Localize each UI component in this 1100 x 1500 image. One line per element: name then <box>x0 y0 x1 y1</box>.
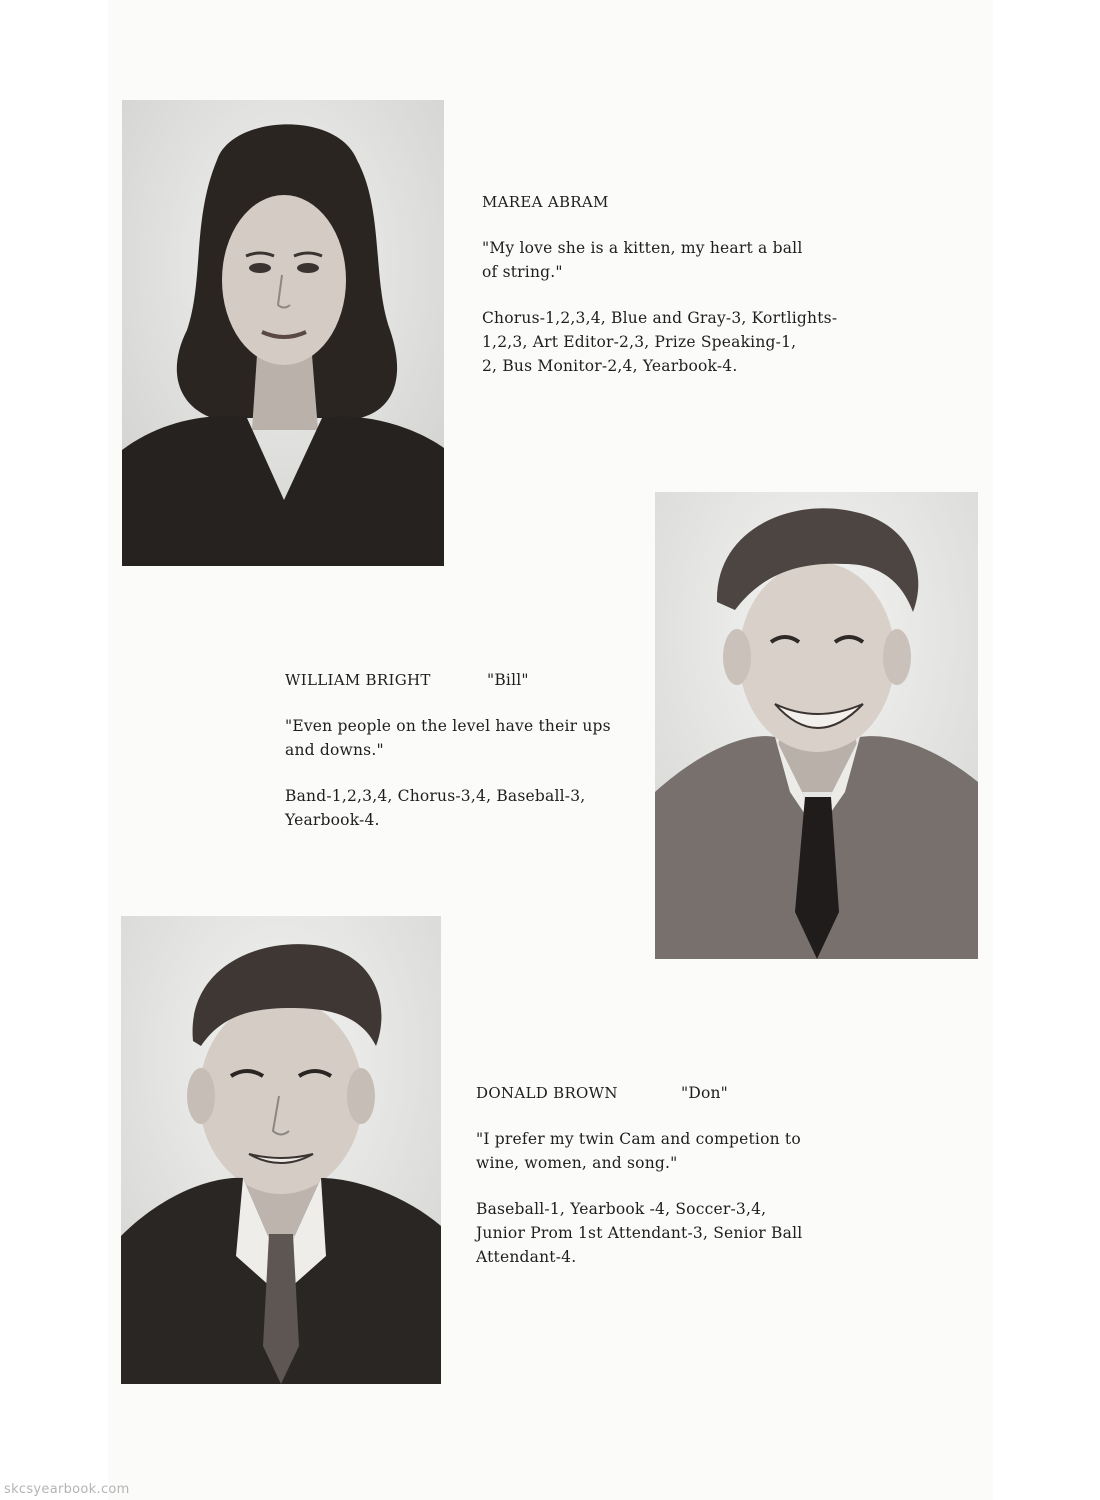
activities-line: Attendant-4. <box>476 1248 577 1266</box>
student-name: MAREA ABRAM <box>482 193 609 211</box>
portrait-photo-william-bright <box>655 492 978 959</box>
activities-line: 1,2,3, Art Editor-2,3, Prize Speaking-1, <box>482 333 797 351</box>
senior-quote <box>482 236 882 284</box>
site-watermark: skcsyearbook.com <box>4 1482 130 1497</box>
quote-line: wine, women, and song." <box>476 1154 678 1172</box>
senior-entry-william-bright <box>285 668 635 832</box>
activities-line: Junior Prom 1st Attendant-3, Senior Ball <box>476 1224 803 1242</box>
activities-list <box>482 306 882 378</box>
activities-line: Chorus-1,2,3,4, Blue and Gray-3, Kortlights- <box>482 309 838 327</box>
quote-line: "I prefer my twin Cam and competion to <box>476 1130 801 1148</box>
activities-line: 2, Bus Monitor-2,4, Yearbook-4. <box>482 357 738 375</box>
quote-line: and downs." <box>285 741 384 759</box>
quote-line: "Even people on the level have their ups <box>285 717 611 735</box>
student-nickname: "Don" <box>681 1084 729 1102</box>
activities-line: Band-1,2,3,4, Chorus-3,4, Baseball-3, <box>285 787 586 805</box>
quote-line: "My love she is a kitten, my heart a ball <box>482 239 803 257</box>
student-nickname: "Bill" <box>487 671 529 689</box>
activities-list <box>476 1197 836 1269</box>
senior-entry-marea-abram <box>482 190 882 378</box>
portrait-photo-marea-abram <box>122 100 444 566</box>
activities-line: Baseball-1, Yearbook -4, Soccer-3,4, <box>476 1200 767 1218</box>
name-row <box>482 190 882 214</box>
senior-entry-donald-brown <box>476 1081 836 1269</box>
senior-quote <box>285 714 635 762</box>
activities-list <box>285 784 635 832</box>
name-row <box>285 668 635 692</box>
portrait-photo-donald-brown <box>121 916 441 1384</box>
activities-line: Yearbook-4. <box>285 811 380 829</box>
student-name: WILLIAM BRIGHT <box>285 671 431 689</box>
name-row <box>476 1081 836 1105</box>
senior-quote <box>476 1127 836 1175</box>
quote-line: of string." <box>482 263 563 281</box>
student-name: DONALD BROWN <box>476 1084 618 1102</box>
